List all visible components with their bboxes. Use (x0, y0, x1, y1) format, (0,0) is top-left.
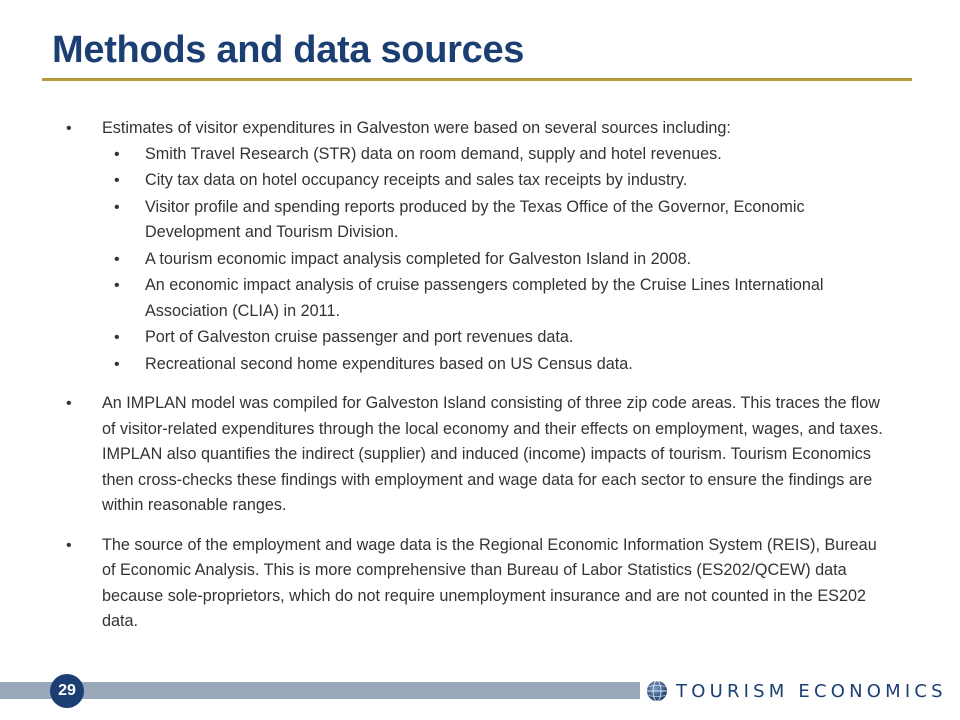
bullet-marker: • (66, 395, 72, 412)
footer-bar (0, 682, 640, 699)
sub-bullet-text: Port of Galveston cruise passenger and port revenues data. (145, 328, 574, 346)
sub-bullet-marker: • (114, 329, 120, 346)
sub-bullet-marker: • (114, 198, 120, 216)
page-number-badge: 29 (50, 674, 84, 708)
brand-logo (646, 680, 947, 702)
bullet-text: An IMPLAN model was compiled for Galveston Island consisting of three zip code areas. This traces the flow of visitor-related expenditures through the local economy and their effects on employment, wages, and taxes. IMPLAN also quantifies the indirect (supplier) and induced (income) impacts of tourism. Tourism Economics then cross-checks these findings with employment and wage data for each sector to ensure the findings are within reasonable ranges. (102, 394, 883, 514)
sub-bullet (62, 273, 892, 324)
page-title: Methods and data sources (52, 29, 525, 71)
sub-bullet-list (102, 142, 892, 378)
bullet-marker: • (66, 120, 72, 137)
sub-bullet-text: A tourism economic impact analysis completed for Galveston Island in 2008. (145, 249, 692, 268)
sub-bullet (62, 142, 892, 168)
sub-bullet (62, 325, 892, 351)
sub-bullet (62, 195, 892, 246)
bullet-implan-model (62, 391, 892, 519)
sub-bullet-marker: • (114, 172, 120, 189)
sub-bullet-marker: • (114, 355, 120, 373)
globe-icon (646, 680, 670, 702)
sub-bullet-text: An economic impact analysis of cruise passengers completed by the Cruise Lines International Association (CLIA) in 2011. (145, 276, 824, 320)
sub-bullet-text: Visitor profile and spending reports produced by the Texas Office of the Governor, Economic Development and Tourism Division. (145, 197, 805, 241)
sub-bullet (62, 352, 892, 378)
bullet-text: Estimates of visitor expenditures in Galveston were based on several sources including: (102, 119, 731, 137)
bullet-employment-data-source (62, 533, 892, 635)
sub-bullet-marker: • (114, 250, 120, 268)
title-divider (42, 78, 912, 81)
brand-name: TOURISM ECONOMICS (676, 680, 947, 702)
bullet-text: The source of the employment and wage data is the Regional Economic Information System (REIS), Bureau of Economic Analysis. This is more comprehensive than Bureau of Labor Statistics (ES202/QCEW) data because sole-proprietors, which do not require unemployment insurance and are not counted in the ES202 data. (102, 535, 877, 630)
sub-bullet-text: Recreational second home expenditures based on US Census data. (145, 354, 633, 373)
bullet-expenditure-sources (62, 116, 892, 377)
sub-bullet-marker: • (114, 145, 120, 163)
sub-bullet-text: City tax data on hotel occupancy receipts and sales tax receipts by industry. (145, 171, 688, 189)
sub-bullet-marker: • (114, 277, 120, 294)
sub-bullet (62, 168, 892, 194)
slide-body (62, 116, 892, 649)
sub-bullet (62, 247, 892, 273)
bullet-marker: • (66, 536, 72, 554)
sub-bullet-text: Smith Travel Research (STR) data on room demand, supply and hotel revenues. (145, 144, 722, 163)
